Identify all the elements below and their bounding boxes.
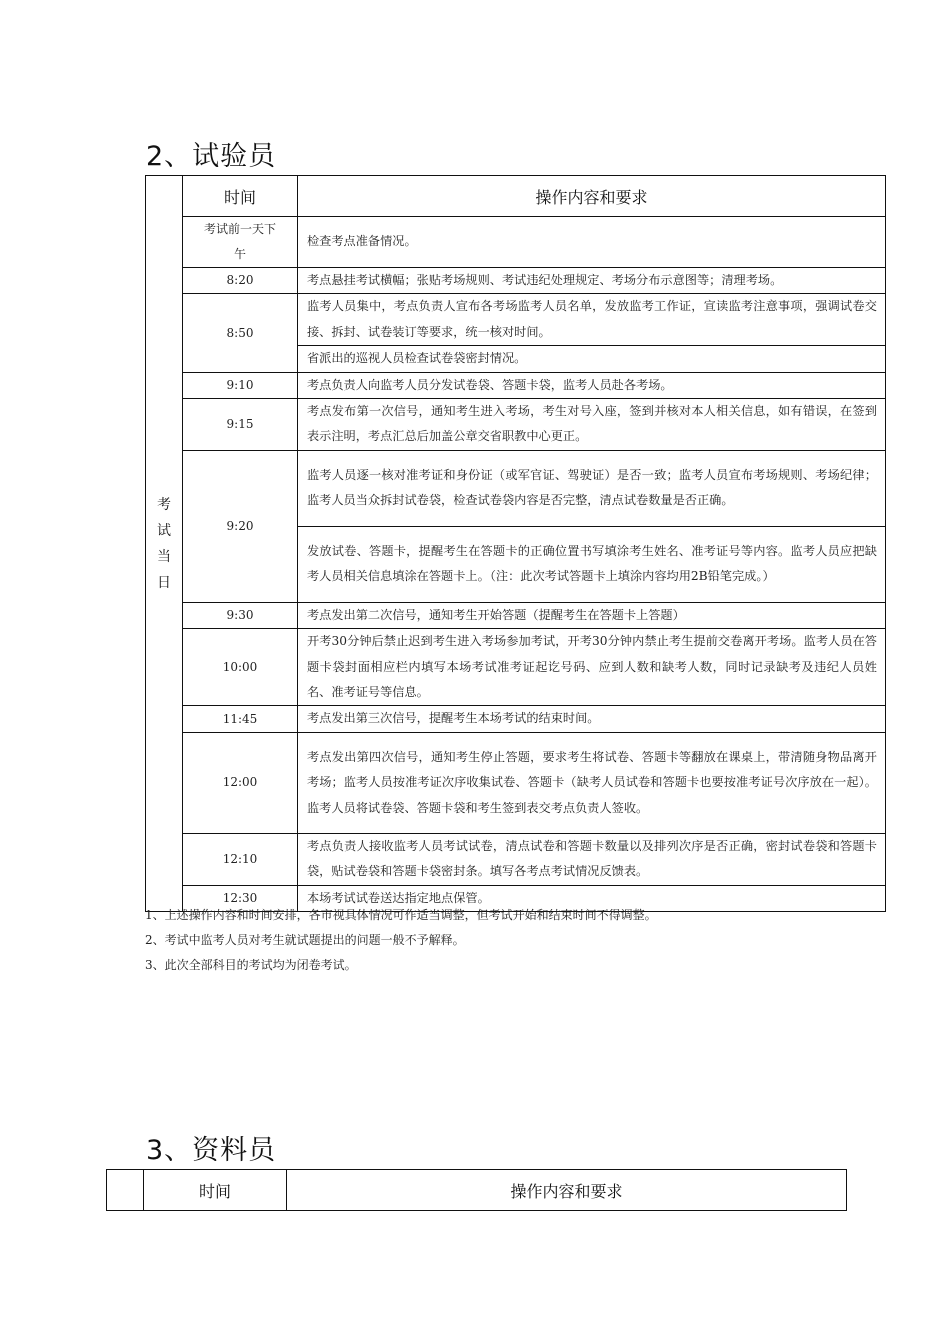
row-content: 考点发出第四次信号，通知考生停止答题，要求考生将试卷、答题卡等翻放在课桌上，带清随身物品离开考场；监考人员按准考证次序收集试卷、答题卡（缺考人员试卷和答题卡也要按准考证号次序放在一起）。监考人员将试卷袋、答题卡袋和考生签到表交考点负责人签收。 bbox=[298, 732, 886, 833]
table-header-row bbox=[146, 176, 886, 217]
row-content-secondary: 发放试卷、答题卡，提醒考生在答题卡的正确位置书写填涂考生姓名、准考证号等内容。监考人员应把缺考人员相关信息填涂在答题卡上。（注：此次考试答题卡上填涂内容均用2B铅笔完成。） bbox=[298, 526, 886, 602]
row-content: 本场考试试卷送达指定地点保管。 bbox=[298, 885, 886, 911]
header-content: 操作内容和要求 bbox=[287, 1170, 847, 1211]
row-time: 考试前一天下午 bbox=[183, 217, 298, 268]
row-content: 检查考点准备情况。 bbox=[298, 217, 886, 268]
header-time: 时间 bbox=[144, 1170, 287, 1211]
row-content: 监考人员集中，考点负责人宣布各考场监考人员名单，发放监考工作证，宣读监考注意事项，强调试卷交接、拆封、试卷装订等要求，统一核对时间。 bbox=[298, 294, 886, 346]
schedule-table-archivist bbox=[106, 1169, 847, 1211]
row-time: 9:10 bbox=[183, 372, 298, 398]
row-time: 10:00 bbox=[183, 629, 298, 706]
row-content: 考点发出第三次信号，提醒考生本场考试的结束时间。 bbox=[298, 706, 886, 732]
row-time: 9:30 bbox=[183, 602, 298, 628]
row-time: 11:45 bbox=[183, 706, 298, 732]
row-content: 考点负责人接收监考人员考试试卷，清点试卷和答题卡数量以及排列次序是否正确，密封试卷袋和答题卡袋，贴试卷袋和答题卡袋密封条。填写各考点考试情况反馈表。 bbox=[298, 833, 886, 885]
table-row bbox=[146, 399, 886, 451]
table-row bbox=[146, 833, 886, 885]
row-content: 考点悬挂考试横幅；张贴考场规则、考试违纪处理规定、考场分布示意图等；清理考场。 bbox=[298, 268, 886, 294]
section-title-archivist: 3、资料员 bbox=[146, 1135, 277, 1166]
table-row bbox=[146, 602, 886, 628]
table-row bbox=[146, 217, 886, 268]
table-row bbox=[146, 629, 886, 706]
note-item: 3、此次全部科目的考试均为闭卷考试。 bbox=[145, 958, 357, 972]
row-content: 考点负责人向监考人员分发试卷袋、答题卡袋，监考人员赴各考场。 bbox=[298, 372, 886, 398]
row-content: 开考30分钟后禁止迟到考生进入考场参加考试，开考30分钟内禁止考生提前交卷离开考场。监考人员在答题卡袋封面相应栏内填写本场考试准考证起讫号码、应到人数和缺考人数，同时记录缺考及违纪人员姓名、准考证号等信息。 bbox=[298, 629, 886, 706]
header-time: 时间 bbox=[183, 176, 298, 217]
row-time: 12:00 bbox=[183, 732, 298, 833]
table-row bbox=[146, 732, 886, 833]
row-time: 12:10 bbox=[183, 833, 298, 885]
table-row bbox=[146, 372, 886, 398]
row-time: 12:30 bbox=[183, 885, 298, 911]
row-time: 9:15 bbox=[183, 399, 298, 451]
header-content: 操作内容和要求 bbox=[298, 176, 886, 217]
table-row bbox=[146, 294, 886, 346]
note-item: 2、考试中监考人员对考生就试题提出的问题一般不予解释。 bbox=[145, 933, 465, 947]
row-content: 考点发出第二次信号，通知考生开始答题（提醒考生在答题卡上答题） bbox=[298, 602, 886, 628]
table-row bbox=[146, 268, 886, 294]
note-item: 1、上述操作内容和时间安排，各市视具体情况可作适当调整，但考试开始和结束时间不得调整。 bbox=[145, 908, 657, 922]
row-time: 8:50 bbox=[183, 294, 298, 372]
side-label-cell bbox=[107, 1170, 144, 1211]
table-header-row bbox=[107, 1170, 847, 1211]
row-content: 考点发布第一次信号，通知考生进入考场，考生对号入座，签到并核对本人相关信息，如有错误，在签到表示注明，考点汇总后加盖公章交省职教中心更正。 bbox=[298, 399, 886, 451]
row-content-secondary: 省派出的巡视人员检查试卷袋密封情况。 bbox=[298, 346, 886, 372]
row-time: 8:20 bbox=[183, 268, 298, 294]
schedule-table-tester bbox=[145, 175, 886, 912]
table-notes bbox=[145, 903, 657, 978]
table-row bbox=[146, 706, 886, 732]
row-content: 监考人员逐一核对准考证和身份证（或军官证、驾驶证）是否一致；监考人员宣布考场规则、考场纪律；监考人员当众拆封试卷袋，检查试卷袋内容是否完整，清点试卷数量是否正确。 bbox=[298, 450, 886, 526]
row-time: 9:20 bbox=[183, 450, 298, 602]
section-title-tester: 2、试验员 bbox=[146, 141, 277, 172]
side-label-exam-day: 考 试 当 日 bbox=[146, 176, 183, 912]
table-row bbox=[146, 450, 886, 526]
